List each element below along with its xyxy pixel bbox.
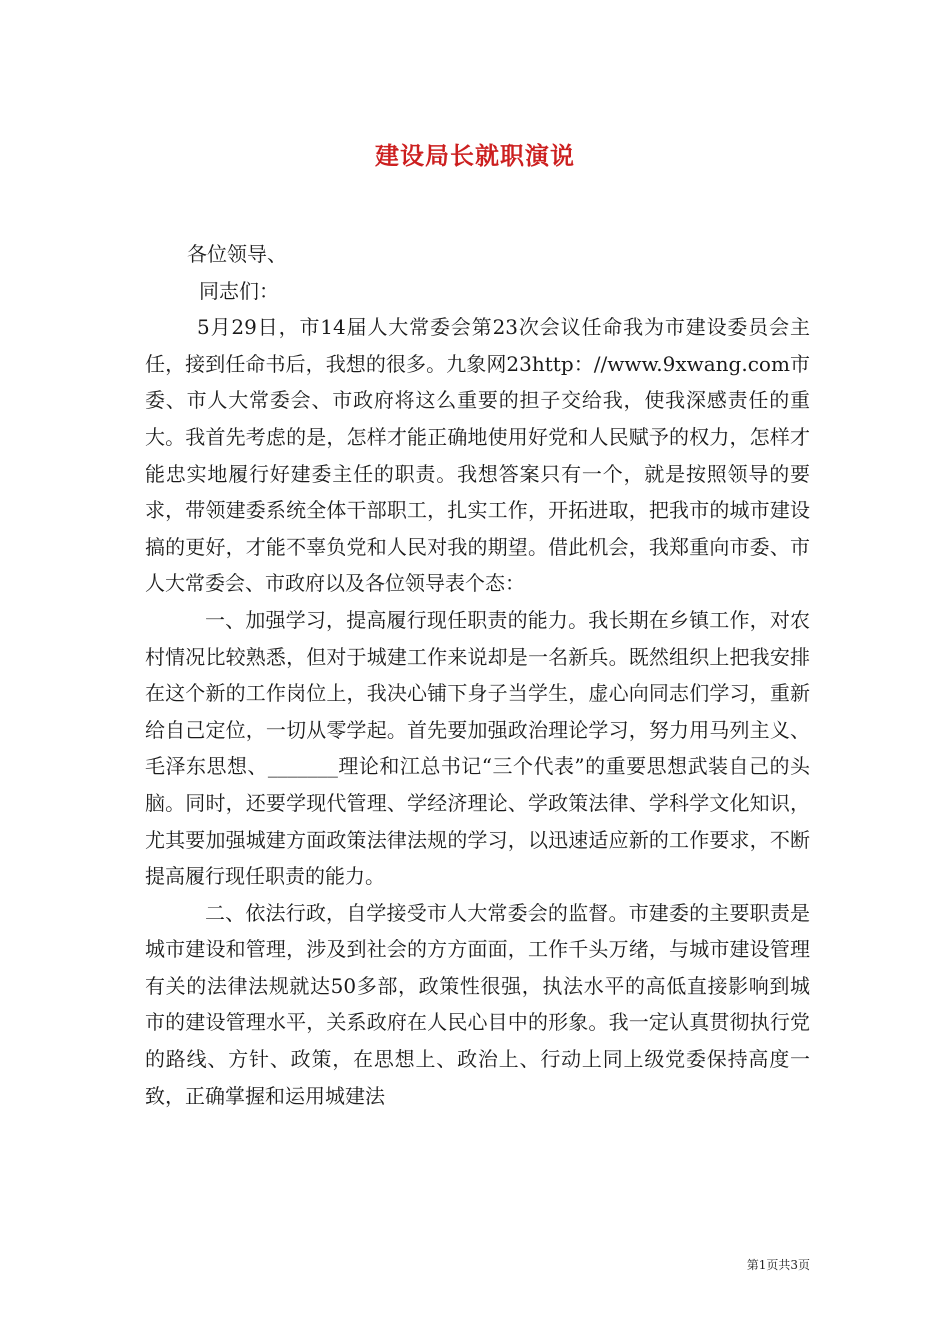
paragraph-study: 一、加强学习，提高履行现任职责的能力。我长期在乡镇工作，对农村情况比较熟悉，但对于城建工作来说却是一名新兵。既然组织上把我安排在这个新的工作岗位上，我决心铺下身子当学生，虚心向同志们学习，重新给自己定位，一切从零学起。首先要加强政治理论学习，努力用马列主义、毛泽东思想、_______理论和江总书记“三个代表”的重要思想武装自己的头脑。同时，还要学现代管理、学经济理论、学政策法律、学科学文化知识，尤其要加强城建方面政策法律法规的学习，以迅速适应新的工作要求，不断提高履行现任职责的能力。 <box>145 607 810 889</box>
paragraph-intro: 5月29日，市14届人大常委会第23次会议任命我为市建设委员会主任，接到任命书后，我想的很多。九象网23http：//www.9xwang.com市委、市人大常委会、市政府将这么重要的担子交给我，使我深感责任的重大。我首先考虑的是，怎样才能正确地使用好党和人民赋予的权力，怎样才能忠实地履行好建委主任的职责。我想答案只有一个，就是按照领导的要求，带领建委系统全体干部职工，扎实工作，开拓进取，把我市的城市建设搞的更好，才能不辜负党和人民对我的期望。借此机会，我郑重向市委、市人大常委会、市政府以及各位领导表个态： <box>145 315 810 596</box>
document-title: 建设局长就职演说 <box>375 141 575 170</box>
salutation-leaders: 各位领导、 <box>187 242 287 266</box>
page-number: 第1页共3页 <box>746 1258 810 1272</box>
paragraph-law: 二、依法行政，自学接受市人大常委会的监督。市建委的主要职责是城市建设和管理，涉及到社会的方方面面，工作千头万绪，与城市建设管理有关的法律法规就达50多部，政策性很强，执法水平的高低直接影响到城市的建设管理水平，关系政府在人民心目中的形象。我一定认真贯彻执行党的路线、方针、政策，在思想上、政治上、行动上同上级党委保持高度一致，正确掌握和运用城建法 <box>145 900 810 1108</box>
document-body <box>145 236 810 1114</box>
salutation-comrades: 同志们： <box>199 278 279 303</box>
